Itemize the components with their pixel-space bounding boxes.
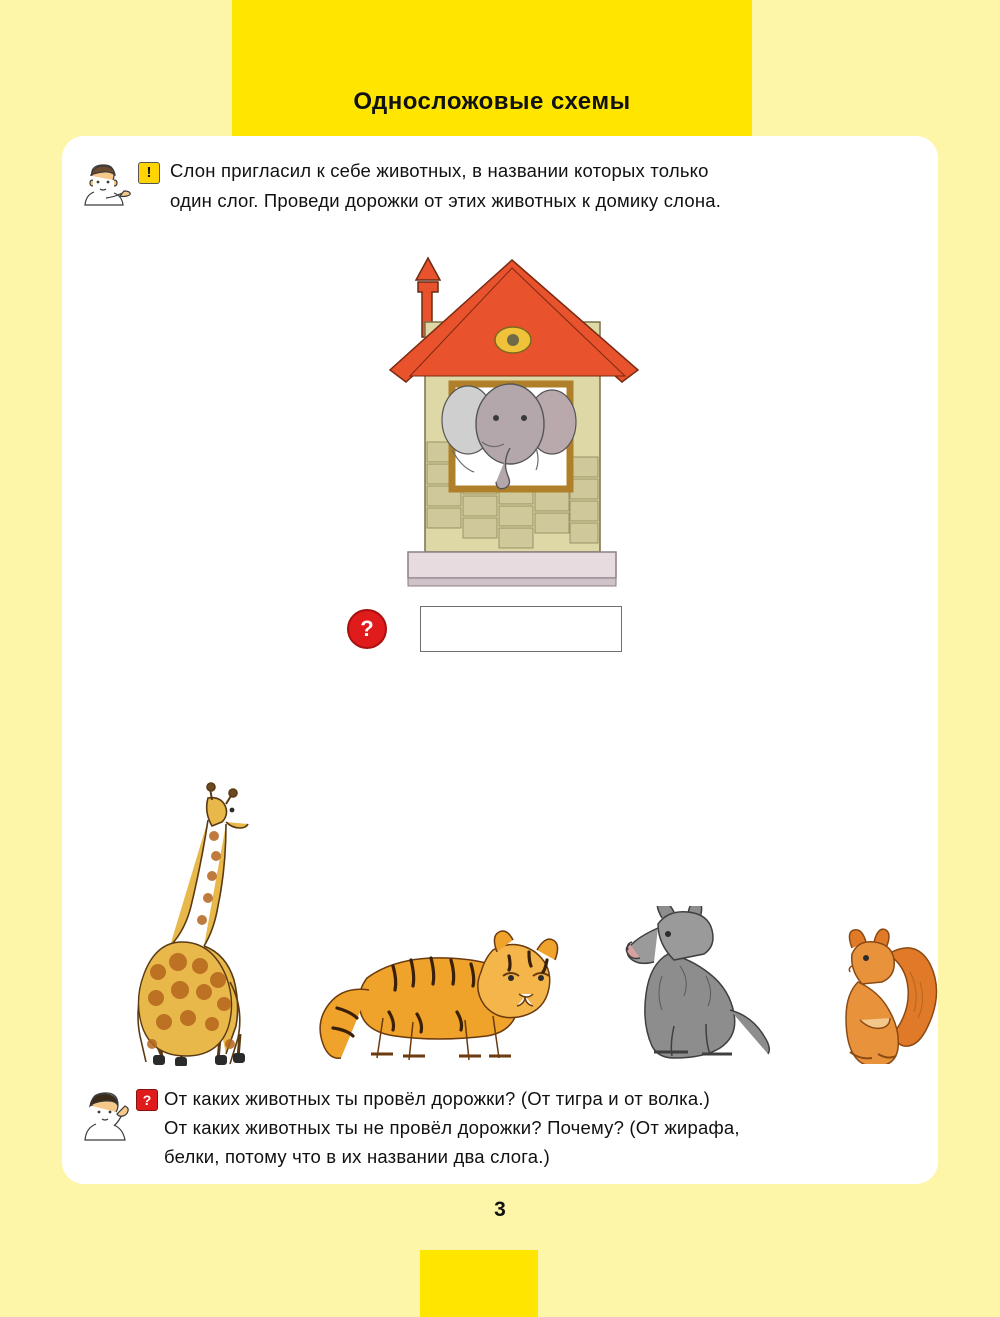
answer-input-box[interactable] [420, 606, 622, 652]
animals-row [62, 766, 938, 1066]
squirrel-illustration[interactable] [822, 924, 942, 1064]
giraffe-illustration[interactable] [80, 776, 280, 1066]
house-svg [370, 252, 650, 602]
footer-yellow-band [420, 1250, 538, 1317]
question-badge-small: ? [136, 1089, 158, 1111]
elephant-house-illustration [370, 252, 650, 602]
header-yellow-band [232, 0, 752, 140]
girl-pointing-icon [76, 1086, 134, 1144]
bottom-instruction-line-1: От каких животных ты провёл дорожки? (От тигра и от волка.) [164, 1088, 711, 1109]
bottom-instruction-text [164, 1084, 740, 1172]
worksheet-card [62, 136, 938, 1184]
wolf-illustration[interactable] [610, 906, 785, 1066]
answer-row [347, 606, 622, 652]
bottom-instruction-line-2: От каких животных ты не провёл дорожки? Почему? (От жирафа, [164, 1117, 740, 1139]
tiger-illustration[interactable] [297, 916, 582, 1066]
bottom-instruction-line-3: белки, потому что в их названии два слога.) [164, 1146, 550, 1168]
top-instruction-text [170, 156, 721, 216]
section-divider [76, 1074, 924, 1075]
bottom-instruction [76, 1084, 924, 1172]
top-instruction-line-1: Слон пригласил к себе животных, в названии которых только [170, 160, 709, 181]
top-instruction-line-2: один слог. Проведи дорожки от этих животных к домику слона. [170, 189, 722, 211]
exclamation-badge: ! [138, 162, 160, 184]
question-badge: ? [347, 609, 387, 649]
top-instruction [76, 156, 924, 216]
page-title: Односложовые схемы [353, 88, 631, 115]
boy-pointing-icon [76, 158, 134, 216]
page-number: 3 [494, 1198, 506, 1221]
